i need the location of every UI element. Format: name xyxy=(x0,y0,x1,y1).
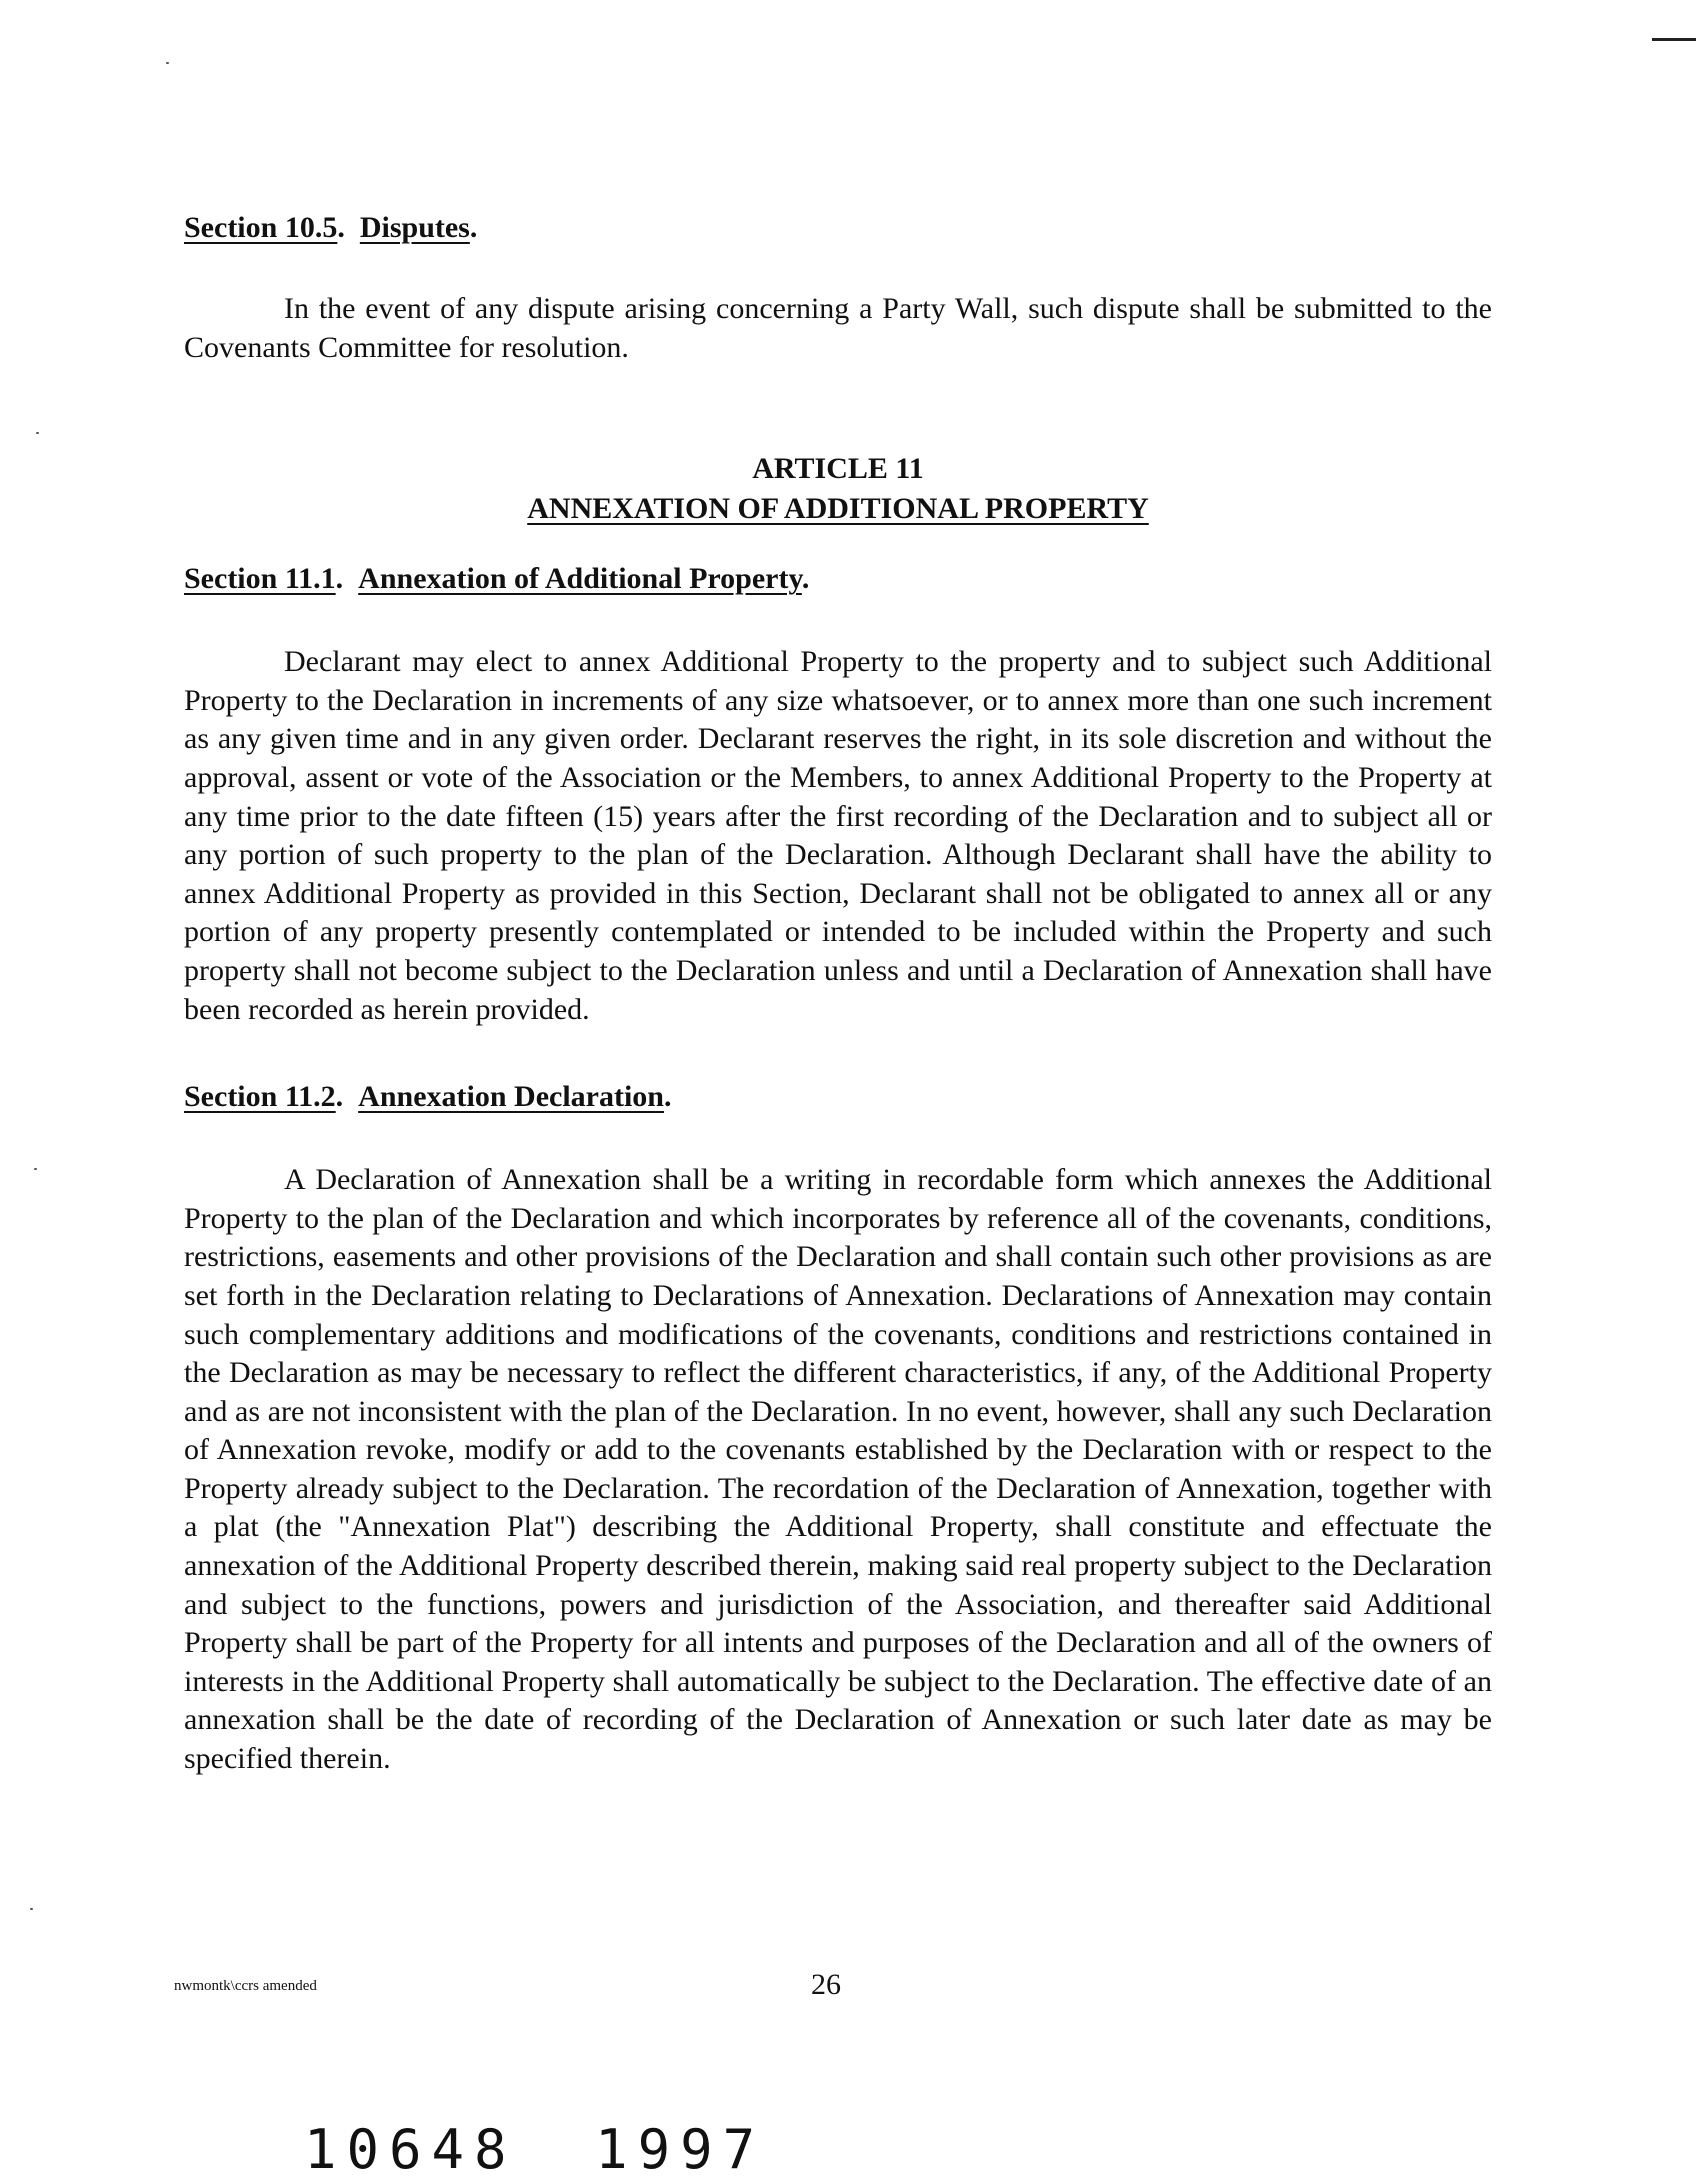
scan-edge-mark xyxy=(1652,38,1696,41)
page-number: 26 xyxy=(811,1968,841,2001)
section-number: Section 10.5 xyxy=(184,211,338,244)
scan-speck xyxy=(166,62,169,64)
article-title: ANNEXATION OF ADDITIONAL PROPERTY xyxy=(527,492,1149,526)
section-number: Section 11.2 xyxy=(184,1080,336,1114)
stamp-book-number: 10648 xyxy=(304,2118,517,2181)
recording-stamp xyxy=(304,2118,765,2181)
scan-speck xyxy=(36,432,39,434)
document-body xyxy=(184,208,1492,1779)
section-title: Annexation of Additional Property xyxy=(358,562,802,596)
section-10-5-body: In the event of any dispute arising concerning a Party Wall, such dispute shall be submitted to the Covenants Committee for resolution. xyxy=(184,292,1492,364)
section-11-2-heading: Section 11.2. Annexation Declaration. xyxy=(184,1080,672,1114)
section-title: Annexation Declaration xyxy=(358,1080,664,1114)
section-11-2-body: A Declaration of Annexation shall be a writing in recordable form which annexes the Additional Property to the plan of the Declaration and which incorporates by reference all of the covenants, conditions, restrictions, easements and other provisions of the Declaration and shall contain such other provisions as are set forth in the Declaration relating to Declarations of Annexation. Declarations of Annexation may contain such complementary additions and modifications of the covenants, conditions and restrictions contained in the Declaration as may be necessary to reflect the different characteristics, if any, of the Additional Property and as are not inconsistent with the plan of the Declaration. In no event, however, shall any such Declaration of Annexation revoke, modify or add to the covenants established by the Declaration with or respect to the Property already subject to the Declaration. The recordation of the Declaration of Annexation, together with a plat (the "Annexation Plat") describing the Additional Property, shall constitute and effectuate the annexation of the Additional Property described therein, making said real property subject to the Declaration and subject to the functions, powers and jurisdiction of the Association, and thereafter said Additional Property shall be part of the Property for all intents and purposes of the Declaration and all of the owners of interests in the Additional Property shall automatically be subject to the Declaration. The effective date of an annexation shall be the date of recording of the Declaration of Annexation or such later date as may be specified therein. xyxy=(184,1163,1492,1776)
footer-file-reference: nwmontk\ccrs amended xyxy=(174,1978,317,1994)
section-11-1-body: Declarant may elect to annex Additional Property to the property and to subject such Additional Property to the Declaration in increments of any size whatsoever, or to annex more than one such increment as any given time and in any given order. Declarant reserves the right, in its sole discretion and without the approval, assent or vote of the Association or the Members, to annex Additional Property to the Property at any time prior to the date fifteen (15) years after the first recording of the Declaration and to subject all or any portion of such property to the plan of the Declaration. Although Declarant shall have the ability to annex Additional Property as provided in this Section, Declarant shall not be obligated to annex all or any portion of any property presently contemplated or intended to be included within the Property and such property shall not become subject to the Declaration unless and until a Declaration of Annexation shall have been recorded as herein provided. xyxy=(184,645,1492,1026)
section-title: Disputes xyxy=(359,211,470,244)
scan-speck xyxy=(30,1908,33,1910)
section-10-5-heading: Section 10.5. Disputes. xyxy=(184,211,478,244)
article-label: ARTICLE 11 xyxy=(752,452,924,486)
scan-speck xyxy=(34,1168,37,1170)
section-11-1-heading: Section 11.1. Annexation of Additional Property. xyxy=(184,562,810,596)
stamp-year: 1997 xyxy=(595,2118,766,2181)
section-number: Section 11.1 xyxy=(184,562,336,596)
